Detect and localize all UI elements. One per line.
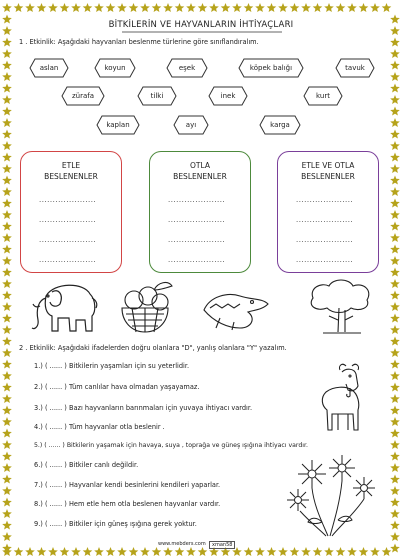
- animal-tag: aslan: [29, 58, 69, 78]
- border-star-icon: [2, 532, 12, 541]
- box-omnivores: ETLE VE OTLA BESLENENLER ..................... ..................... ..................... .....................: [277, 151, 379, 273]
- border-star-icon: [390, 509, 400, 518]
- border-star-icon: [390, 141, 400, 150]
- border-star-icon: [390, 118, 400, 127]
- statement-item[interactable]: 2.) ( ...... ) Tüm canlılar hava olmadan yaşayamaz.: [34, 383, 200, 391]
- border-star-icon: [2, 394, 12, 403]
- border-star-icon: [2, 199, 12, 208]
- border-star-icon: [370, 547, 380, 556]
- animal-tag: köpek balığı: [238, 58, 304, 78]
- border-star-icon: [390, 38, 400, 47]
- border-star-icon: [14, 547, 24, 556]
- border-star-icon: [347, 3, 357, 12]
- border-star-icon: [359, 3, 369, 12]
- border-star-icon: [390, 417, 400, 426]
- border-star-icon: [25, 547, 35, 556]
- border-star-icon: [390, 164, 400, 173]
- border-star-icon: [390, 383, 400, 392]
- activity-1-instruction: 1 . Etkinlik: Aşağıdaki hayvanları beslenme türlerine göre sınıflandıralım.: [19, 38, 259, 46]
- border-star-icon: [390, 72, 400, 81]
- border-star-icon: [390, 291, 400, 300]
- border-star-icon: [382, 547, 392, 556]
- border-star-icon: [390, 532, 400, 541]
- border-star-icon: [140, 547, 150, 556]
- border-star-icon: [390, 245, 400, 254]
- border-star-icon: [390, 84, 400, 93]
- border-star-icon: [83, 3, 93, 12]
- border-star-icon: [48, 547, 58, 556]
- box-carnivores: ETLE BESLENENLER ..................... ..................... ..................... .....................: [20, 151, 122, 273]
- flowers-illustration: [282, 452, 384, 538]
- border-star-icon: [255, 3, 265, 12]
- answer-line[interactable]: .....................: [168, 216, 226, 224]
- border-star-icon: [140, 3, 150, 12]
- border-star-icon: [2, 452, 12, 461]
- crocodile-illustration: [200, 288, 270, 332]
- border-star-icon: [382, 3, 392, 12]
- answer-line[interactable]: .....................: [296, 236, 354, 244]
- goat-illustration: [312, 360, 376, 438]
- border-star-icon: [2, 245, 12, 254]
- border-star-icon: [152, 3, 162, 12]
- border-star-icon: [209, 3, 219, 12]
- answer-line[interactable]: .....................: [296, 196, 354, 204]
- border-star-icon: [129, 547, 139, 556]
- border-star-icon: [2, 176, 12, 185]
- border-star-icon: [232, 3, 242, 12]
- border-star-icon: [2, 429, 12, 438]
- border-star-icon: [152, 547, 162, 556]
- border-star-icon: [2, 107, 12, 116]
- animal-tag: ayı: [173, 115, 209, 135]
- border-star-icon: [313, 547, 323, 556]
- border-star-icon: [2, 141, 12, 150]
- border-star-icon: [347, 547, 357, 556]
- border-star-icon: [390, 130, 400, 139]
- border-star-icon: [267, 547, 277, 556]
- title-underline: [122, 31, 282, 33]
- border-star-icon: [117, 3, 127, 12]
- border-star-icon: [71, 3, 81, 12]
- border-star-icon: [71, 547, 81, 556]
- border-star-icon: [390, 187, 400, 196]
- border-star-icon: [129, 3, 139, 12]
- border-star-icon: [175, 547, 185, 556]
- statement-item[interactable]: 1.) ( ...... ) Bitkilerin yaşamları için su yeterlidir.: [34, 362, 190, 370]
- border-star-icon: [48, 3, 58, 12]
- border-star-icon: [390, 337, 400, 346]
- border-star-icon: [390, 394, 400, 403]
- statement-item[interactable]: 5.) ( ...... ) Bitkilerin yaşamak için havaya, suya , toprağa ve güneş ışığına ihtiyacı vardır.: [34, 442, 308, 449]
- border-star-icon: [2, 38, 12, 47]
- border-star-icon: [2, 509, 12, 518]
- border-star-icon: [390, 325, 400, 334]
- border-star-icon: [2, 475, 12, 484]
- border-star-icon: [2, 348, 12, 357]
- animal-tag: tilki: [137, 86, 177, 106]
- elephant-illustration: [26, 276, 106, 336]
- animal-tag: koyun: [94, 58, 136, 78]
- border-star-icon: [324, 3, 334, 12]
- border-star-icon: [370, 3, 380, 12]
- border-star-icon: [390, 348, 400, 357]
- border-star-icon: [390, 210, 400, 219]
- border-star-icon: [390, 486, 400, 495]
- border-star-icon: [94, 3, 104, 12]
- fruit-basket-illustration: [114, 278, 176, 340]
- border-star-icon: [2, 49, 12, 58]
- border-star-icon: [390, 544, 400, 553]
- border-star-icon: [390, 406, 400, 415]
- border-star-icon: [390, 440, 400, 449]
- border-star-icon: [390, 463, 400, 472]
- border-star-icon: [2, 164, 12, 173]
- border-star-icon: [2, 498, 12, 507]
- border-star-icon: [390, 153, 400, 162]
- answer-line[interactable]: .....................: [39, 216, 97, 224]
- border-star-icon: [198, 3, 208, 12]
- statement-item[interactable]: 8.) ( ...... ) Hem etle hem otla beslenen hayvanlar vardır.: [34, 500, 221, 508]
- border-star-icon: [2, 130, 12, 139]
- border-star-icon: [186, 547, 196, 556]
- border-star-icon: [390, 475, 400, 484]
- border-star-icon: [163, 3, 173, 12]
- border-star-icon: [390, 268, 400, 277]
- animal-tag: zürafa: [61, 86, 105, 106]
- border-star-icon: [94, 547, 104, 556]
- border-star-icon: [2, 95, 12, 104]
- border-star-icon: [186, 3, 196, 12]
- border-star-icon: [336, 547, 346, 556]
- border-star-icon: [2, 187, 12, 196]
- answer-line[interactable]: .....................: [168, 256, 226, 264]
- border-star-icon: [2, 383, 12, 392]
- footer-site: www.mebders.com: [158, 541, 206, 547]
- border-star-icon: [83, 547, 93, 556]
- border-star-icon: [359, 547, 369, 556]
- page-title: BİTKİLERİN VE HAYVANLARIN İHTİYAÇLARI: [108, 20, 294, 30]
- border-star-icon: [2, 222, 12, 231]
- border-star-icon: [2, 153, 12, 162]
- border-star-icon: [60, 3, 70, 12]
- border-star-icon: [390, 107, 400, 116]
- border-star-icon: [278, 547, 288, 556]
- border-star-icon: [290, 3, 300, 12]
- border-star-icon: [2, 84, 12, 93]
- activity-2-instruction: 2 . Etkinlik: Aşağıdaki ifadelerden doğru olanlara "D", yanlış olanlara "Y" yazalım.: [19, 344, 287, 352]
- animal-tag: karga: [259, 115, 301, 135]
- border-star-icon: [2, 371, 12, 380]
- border-star-icon: [2, 291, 12, 300]
- border-star-icon: [163, 547, 173, 556]
- border-star-icon: [390, 61, 400, 70]
- border-star-icon: [255, 547, 265, 556]
- statement-item[interactable]: 4.) ( ...... ) Tüm hayvanlar otla beslenir .: [34, 423, 165, 431]
- answer-line[interactable]: .....................: [39, 256, 97, 264]
- answer-line[interactable]: .....................: [168, 196, 226, 204]
- border-star-icon: [2, 314, 12, 323]
- tree-illustration: [305, 276, 375, 338]
- border-star-icon: [14, 3, 24, 12]
- border-star-icon: [390, 176, 400, 185]
- border-star-icon: [390, 452, 400, 461]
- border-star-icon: [2, 406, 12, 415]
- border-star-icon: [221, 3, 231, 12]
- border-star-icon: [2, 210, 12, 219]
- border-star-icon: [313, 3, 323, 12]
- border-star-icon: [390, 498, 400, 507]
- statement-item[interactable]: 9.) ( ...... ) Bitkiler için güneş ışığına gerek yoktur.: [34, 520, 197, 528]
- border-star-icon: [2, 521, 12, 530]
- border-star-icon: [2, 440, 12, 449]
- border-star-icon: [2, 72, 12, 81]
- border-star-icon: [106, 3, 116, 12]
- border-star-icon: [390, 233, 400, 242]
- border-star-icon: [2, 486, 12, 495]
- border-star-icon: [390, 49, 400, 58]
- statement-item[interactable]: 3.) ( ...... ) Bazı hayvanların barınmaları için yuvaya ihtiyacı vardır.: [34, 404, 253, 412]
- animal-tag: eşek: [166, 58, 208, 78]
- border-star-icon: [37, 3, 47, 12]
- border-star-icon: [60, 547, 70, 556]
- border-star-icon: [278, 3, 288, 12]
- border-star-icon: [390, 360, 400, 369]
- border-star-icon: [390, 222, 400, 231]
- animal-tag: tavuk: [335, 58, 375, 78]
- border-star-icon: [244, 547, 254, 556]
- border-star-icon: [290, 547, 300, 556]
- border-star-icon: [2, 61, 12, 70]
- border-star-icon: [37, 547, 47, 556]
- border-star-icon: [2, 417, 12, 426]
- border-star-icon: [2, 279, 12, 288]
- statement-item[interactable]: 7.) ( ...... ) Hayvanlar kendi besinlerini kendileri yaparlar.: [34, 481, 221, 489]
- border-star-icon: [301, 3, 311, 12]
- answer-line[interactable]: .....................: [168, 236, 226, 244]
- border-star-icon: [2, 325, 12, 334]
- border-star-icon: [390, 256, 400, 265]
- answer-line[interactable]: .....................: [296, 216, 354, 224]
- border-star-icon: [390, 429, 400, 438]
- border-star-icon: [244, 3, 254, 12]
- animal-tag: kaplan: [96, 115, 140, 135]
- border-star-icon: [198, 547, 208, 556]
- border-star-icon: [2, 118, 12, 127]
- border-star-icon: [390, 95, 400, 104]
- border-star-icon: [2, 360, 12, 369]
- border-star-icon: [175, 3, 185, 12]
- box-herbivores: OTLA BESLENENLER ..................... ..................... ..................... .....................: [149, 151, 251, 273]
- border-star-icon: [2, 256, 12, 265]
- border-star-icon: [301, 547, 311, 556]
- border-star-icon: [2, 233, 12, 242]
- animal-tag: kurt: [303, 86, 343, 106]
- border-star-icon: [2, 302, 12, 311]
- border-star-icon: [390, 279, 400, 288]
- border-star-icon: [390, 521, 400, 530]
- border-star-icon: [390, 302, 400, 311]
- border-star-icon: [336, 3, 346, 12]
- answer-line[interactable]: .....................: [296, 256, 354, 264]
- border-star-icon: [324, 547, 334, 556]
- footer-user-badge: xman58: [209, 541, 235, 549]
- border-star-icon: [25, 3, 35, 12]
- border-star-icon: [2, 3, 12, 12]
- border-star-icon: [2, 337, 12, 346]
- border-star-icon: [390, 371, 400, 380]
- border-star-icon: [117, 547, 127, 556]
- border-star-icon: [267, 3, 277, 12]
- statement-item[interactable]: 6.) ( ...... ) Bitkiler canlı değildir.: [34, 461, 139, 469]
- answer-line[interactable]: .....................: [39, 196, 97, 204]
- border-star-icon: [2, 268, 12, 277]
- border-star-icon: [390, 199, 400, 208]
- border-star-icon: [106, 547, 116, 556]
- animal-tag: inek: [208, 86, 248, 106]
- border-star-icon: [390, 314, 400, 323]
- border-star-icon: [2, 463, 12, 472]
- answer-line[interactable]: .....................: [39, 236, 97, 244]
